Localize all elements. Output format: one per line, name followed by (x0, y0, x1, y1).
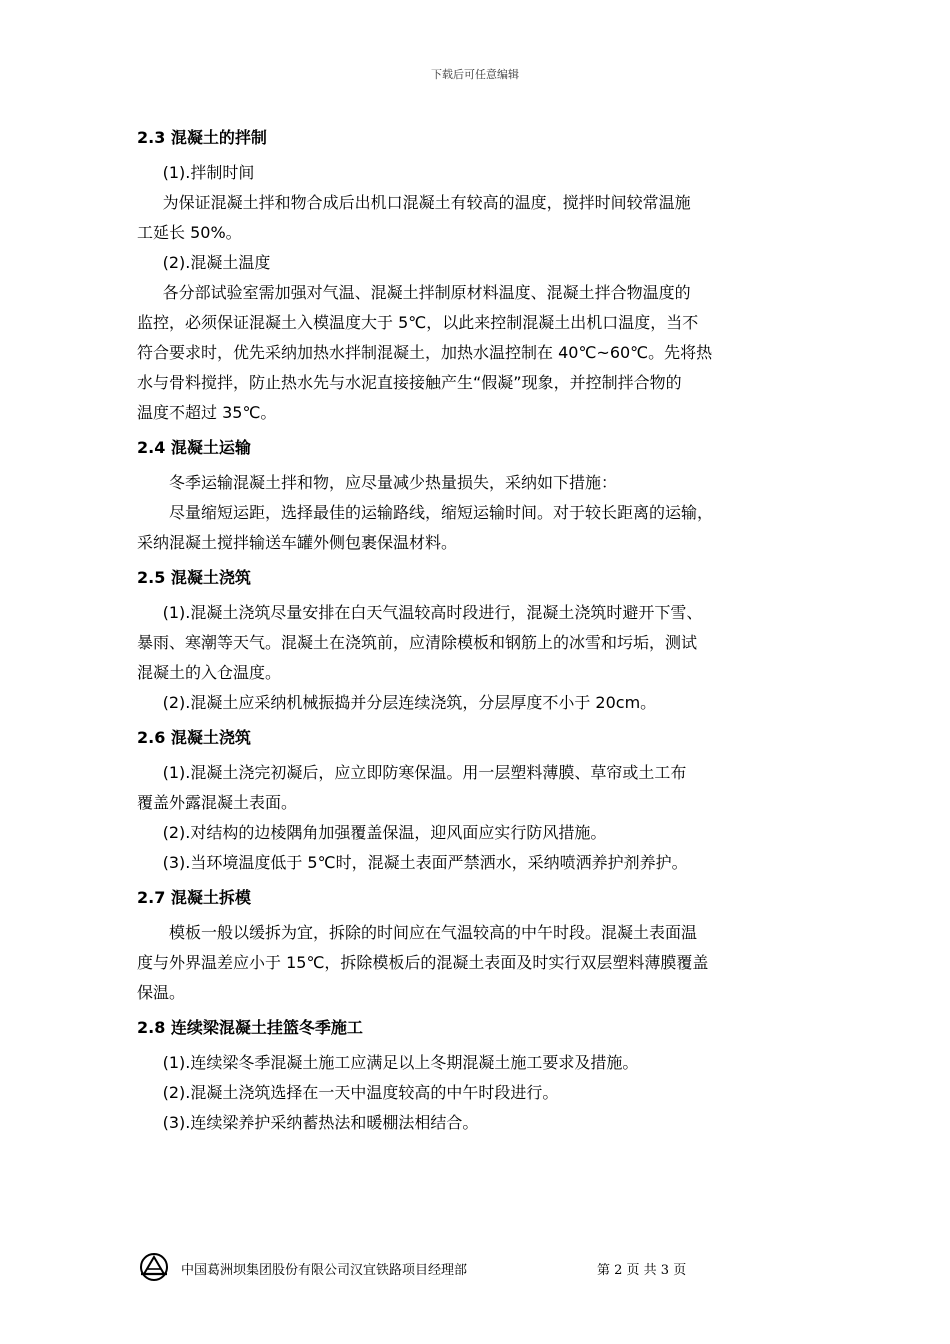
footer-organization: 中国葛洲坝集团股份有限公司汉宜铁路项目经理部 (181, 1263, 468, 1278)
paragraph: 各分部试验室需加强对气温、混凝土拌制原材料温度、混凝土拌合物温度的 (162, 283, 691, 302)
paragraph: 符合要求时，优先采纳加热水拌制混凝土，加热水温控制在 40℃~60℃。先将热 (137, 343, 713, 362)
page-footer (137, 1252, 817, 1284)
section-title-2-8: 2.8 连续梁混凝土挂篮冬季施工 (137, 1018, 363, 1037)
paragraph: (1).混凝土浇筑尽量安排在白天气温较高时段进行，混凝土浇筑时避开下雪、 (162, 603, 703, 622)
header-note: 下载后可任意编辑 (431, 68, 519, 81)
paragraph: 尽量缩短运距，选择最佳的运输路线，缩短运输时间。对于较长距离的运输， (169, 503, 714, 522)
paragraph: 为保证混凝土拌和物合成后出机口混凝土有较高的温度，搅拌时间较常温施 (162, 193, 691, 212)
paragraph: 监控，必须保证混凝土入模温度大于 5℃，以此来控制混凝土出机口温度，当不 (137, 313, 699, 332)
paragraph: (1).拌制时间 (162, 163, 255, 182)
section-title-2-7: 2.7 混凝土拆模 (137, 888, 251, 907)
section-title-2-4: 2.4 混凝土运输 (137, 438, 251, 457)
paragraph: (2).混凝土应采纳机械振捣并分层连续浇筑，分层厚度不小于 20cm。 (162, 693, 657, 712)
section-title-2-6: 2.6 混凝土浇筑 (137, 728, 251, 747)
paragraph: 暴雨、寒潮等天气。混凝土在浇筑前，应清除模板和钢筋上的冰雪和圬垢，测试 (137, 633, 698, 652)
paragraph: (3).连续梁养护采纳蓄热法和暖棚法相结合。 (162, 1113, 479, 1132)
paragraph: 水与骨料搅拌，防止热水先与水泥直接接触产生“假凝”现象，并控制拌合物的 (137, 373, 682, 392)
paragraph: 模板一般以缓拆为宜，拆除的时间应在气温较高的中午时段。混凝土表面温 (169, 923, 698, 942)
document-body (137, 118, 817, 1138)
paragraph: (2).混凝土温度 (162, 253, 271, 272)
paragraph: 工延长 50%。 (137, 223, 242, 242)
paragraph: 温度不超过 35℃。 (137, 403, 277, 422)
paragraph: (1).连续梁冬季混凝土施工应满足以上冬期混凝土施工要求及措施。 (162, 1053, 639, 1072)
paragraph: (3).当环境温度低于 5℃时，混凝土表面严禁洒水，采纳喷洒养护剂养护。 (162, 853, 688, 872)
paragraph: (2).混凝土浇筑选择在一天中温度较高的中午时段进行。 (162, 1083, 559, 1102)
section-title-2-5: 2.5 混凝土浇筑 (137, 568, 251, 587)
paragraph: (1).混凝土浇完初凝后，应立即防寒保温。用一层塑料薄膜、草帘或土工布 (162, 763, 687, 782)
paragraph: 保温。 (137, 983, 186, 1002)
section-title-2-3: 2.3 混凝土的拌制 (137, 128, 267, 147)
paragraph: 度与外界温差应小于 15℃，拆除模板后的混凝土表面及时实行双层塑料薄膜覆盖 (137, 953, 709, 972)
company-logo-icon (137, 1252, 171, 1282)
footer-page-number: 第 2 页 共 3 页 (597, 1263, 687, 1278)
paragraph: 覆盖外露混凝土表面。 (137, 793, 298, 812)
paragraph: 混凝土的入仓温度。 (137, 663, 282, 682)
paragraph: (2).对结构的边棱隅角加强覆盖保温，迎风面应实行防风措施。 (162, 823, 607, 842)
paragraph: 冬季运输混凝土拌和物，应尽量减少热量损失，采纳如下措施： (169, 473, 618, 492)
paragraph: 采纳混凝土搅拌输送车罐外侧包裹保温材料。 (137, 533, 458, 552)
